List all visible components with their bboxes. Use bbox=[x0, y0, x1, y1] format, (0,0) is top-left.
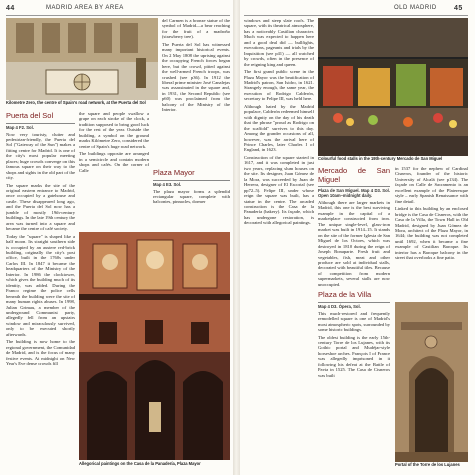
mapref-puerta-del-sol: Map 4 F2. Sol. bbox=[6, 123, 75, 130]
photo2-caption: Allegorical paintings on the Casa de la Panadería, Plaza Mayor bbox=[79, 461, 201, 466]
paragraph: del Carmen is a bronze statue of the symbol of Madrid—a bear reaching for the fruit of a madroño (strawberry tree). bbox=[162, 18, 230, 40]
paragraph: in 1537 for the nephew of Cardinal Cisneros, founder of the historic University of Alcalá (see p134). The façade on Calle de Sacramento is an excellent example of the Plateresque style – early Spanish Renaissance with fine detail. bbox=[395, 166, 468, 204]
paragraph: The buildings opposite are arranged in a semicircle and contain modern shops and cafés. On the corner of Calle bbox=[79, 151, 149, 173]
section-title-puerta-del-sol: Puerta del Sol bbox=[6, 111, 54, 120]
photo-mercado-caption: Colourful food stalls in the 19th-century Mercado de San Miguel bbox=[318, 156, 443, 161]
left-col-1 bbox=[6, 111, 75, 466]
right-col-4 bbox=[395, 166, 468, 298]
right-col-1 bbox=[244, 18, 314, 466]
paragraph: The plaza mayor forms a splendid rectangular square, complete with balconies, pinnacles, dormer bbox=[153, 188, 230, 205]
paragraph: Construction of the square started in 1617, and it was completed in just two years, replacing slum houses on the site. Its designer, Juan Gómez de la Mora, was succeeded by Juan de Herrera, designer of El Escorial (see pp72–5). Felipe III, under whose reign the square was built, has a statue in the centre. The arcaded construction is the Casa de la Panadería (bakery). Its façade, which has undergone restoration, is decorated with allegorical paintings. bbox=[244, 154, 314, 226]
paragraph: Linked to this building by an enclosed bridge is the Casa de Cisneros, with the Casa de la Villa, the Town Hall in Old Madrid, designed by Juan Gómez de Mora, architect of the Plaza Mayor, in 1644; the building was not completed until 1692, when it became a fine example of Castilian Baroque. Its interior has a Baroque balcony in the street that overlooks a fine patio. bbox=[395, 206, 468, 261]
paragraph: Although there are larger markets in Madrid, this one is the best surviving example in the capital of a marketplace constructed from iron. The unique single-level, glass-iron market was built in 1914–15. It stands on the site of the former Iglesia de San Miguel de los Octoes, which was destroyed in 1810 during the reign of Joseph Bonaparte. Fresh fruit and vegetables, fish, meat and other produce are sold at individual stalls, decorated with beautiful tiles. Because of competition from modern supermarkets, several stalls are now unoccupied. bbox=[318, 200, 390, 287]
photo-kilometre-zero bbox=[6, 18, 158, 100]
casa-panaderia-image bbox=[79, 232, 230, 460]
left-page bbox=[0, 0, 233, 475]
photo-torre-lujanes bbox=[395, 302, 468, 462]
paragraph: Today the "square" is shaped like a half moon. Its straight southern side is occupied by an austere red-brick building, originally the city's post office, built in the 1760s under Carlos III. In 1847 it became the headquarters of the Ministry of the Interior. In 1986 the clocktower, which gives the building much of its identity, was added. During the Franco regime the police cells beneath the building were the site of many human rights abuses. In 1998, Julian Grimau, a member of the underground Communist party, allegedly fell from an upstairs window and miraculously survived, only to be executed shortly afterwards. bbox=[6, 233, 75, 337]
left-col-3 bbox=[162, 18, 230, 166]
book-gutter bbox=[233, 0, 240, 475]
right-page bbox=[240, 0, 475, 475]
photo-mercado-san-miguel bbox=[318, 18, 468, 156]
section-title-plaza-villa: Plaza de la Villa bbox=[318, 290, 372, 300]
right-col-3 bbox=[318, 166, 390, 466]
mercado-image bbox=[318, 18, 468, 156]
running-head-right: OLD MADRID bbox=[394, 5, 437, 11]
section-title-plaza-mayor: Plaza Mayor bbox=[153, 168, 195, 177]
paragraph: The building is now home to the regional government, the Comunidad de Madrid, and is the focus of many festive events. At midnight on New Year's Eve dense crowds fill bbox=[6, 339, 75, 367]
paragraph: Although hated by the Madrid populace, Calderón redeemed himself with dignity on the day of his death that the phrase "proud as Rodrigo on the scaffold" survives to this day. Among the grander occasions of all, however, was the arrival here of Prince Charles, later Charles I of England, in 1623. bbox=[244, 103, 314, 153]
paragraph: The Puerta del Sol has witnessed many important historical events. On 2 May 1808 the uprising against the occupying French forces began here, but the crowd, pitted against the well-armed French troops, was crushed (see p36). In 1912 the liberal prime minister José Canalejas was assassinated in the square and, in 1931, the Second Republic (see p60) was proclaimed from the balcony of the Ministry of the Interior. bbox=[162, 41, 230, 113]
mapref-plaza-mayor: Map 4 E3. Sol. bbox=[153, 180, 230, 187]
paragraph: The first grand public scene in the Plaza Mayor was the beatification of Madrid's patron, San Isidro, in 1621. Strangely enough, the same year, the execution of Rodrigo Calderón, secretary to Felipe III, was held here. bbox=[244, 69, 314, 102]
left-col-2 bbox=[79, 111, 149, 223]
paragraph: Now very touristy, clutter and pedestrian-friendly, the Puerta del Sol ("Gateway of the Sun") makes a fitting centre for Madrid. It is one of the city's most popular meeting places; huge crowds converge on this famous square on their way to the shops and sights in the old part of the city. bbox=[6, 131, 75, 181]
page-number-right: 45 bbox=[454, 5, 463, 12]
paragraph: The oldest building is the early 15th-century Torre de los Lujanes, with its Gothic portal and Mudéjar-style horseshoe arches. François I of France was allegedly imprisoned in it following his defeat at the Battle of Pavia in 1525. The Casa de Cisneros was built bbox=[318, 334, 390, 378]
paragraph: This much-restored and frequently remodelled square is one of Madrid's most atmospheric spots, surrounded by some historic buildings. bbox=[318, 310, 390, 333]
kilometre-zero-image bbox=[6, 18, 158, 100]
photo-torre-caption: Portal of the Torre de los Lujanes bbox=[395, 462, 460, 467]
running-head-left: MADRID AREA BY AREA bbox=[46, 5, 124, 11]
mapref-mercado: Plaza de San Miguel. Map 4 D3. Sol. Open 10am–midnight daily. bbox=[318, 188, 390, 198]
paragraph: The square marks the site of the original eastern entrance to Madrid, once occupied by a gatehouse and castle. These disappeared long ago, and the Puerta del Sol now has a jumble of mostly 19th-century buildings. In the late 19th century the area was turned into a square and became the centre of café society. bbox=[6, 182, 75, 232]
section-title-mercado: Mercado de San Miguel bbox=[318, 166, 390, 184]
paragraph: windows and steep slate roofs. The square, with its theatrical atmosphere, has a noticeably Castilian character. Much was expected to happen here and a good deal did — bullfights, executions, pageants and trials by the Inquisition (see p41) — all watched by crowds, often in the presence of the reigning king and queen. bbox=[244, 18, 314, 67]
photo-casa-panaderia bbox=[79, 232, 230, 460]
left-running-head bbox=[6, 4, 230, 16]
plaza-mayor-section bbox=[153, 168, 230, 228]
torre-lujanes-image bbox=[395, 302, 468, 462]
mapref-plaza-villa: Map 4 D3. Ópera, Sol. bbox=[318, 302, 390, 309]
paragraph: the square and people swallow a grape on each stroke of the clock, a tradition supposed to bring good luck for the rest of the year. Outside the building, a symbol on the ground marks Kilómetre Zero, considered the centre of Spain's huge road network. bbox=[79, 111, 149, 149]
photo1-caption: Kilometre Zero, the centre of Spain's road network, at the Puerta del Sol bbox=[6, 100, 146, 105]
right-running-head bbox=[244, 4, 468, 16]
page-number-left: 44 bbox=[6, 5, 15, 12]
